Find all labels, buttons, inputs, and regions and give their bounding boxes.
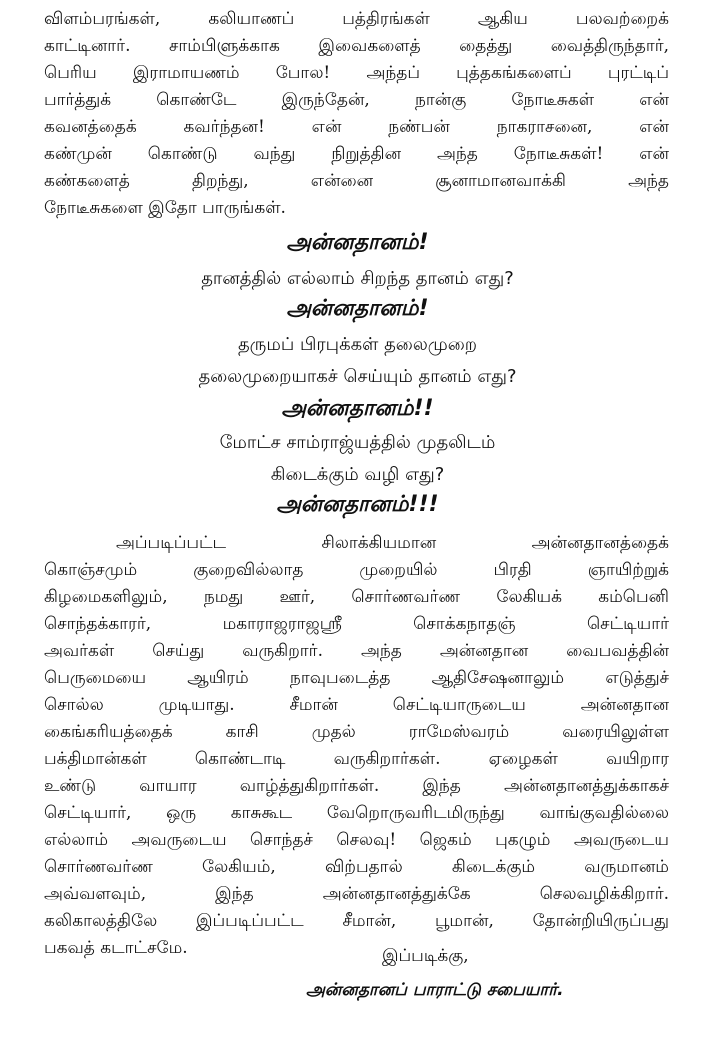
notice-verse-1: தானத்தில் எல்லாம் சிறந்த தானம் எது? <box>201 268 514 289</box>
text-line: பெரிய இராமாயணம் போல! அந்தப் புத்தகங்களைப் புரட்டிப் <box>44 63 669 83</box>
notice-heading-4: அன்னதானம்!!! <box>276 492 439 517</box>
text-line: நோடீசுகளை இதோ பாருங்கள். <box>44 198 286 218</box>
text-line: கிழமைகளிலும், நமது ஊர், சொர்ணவர்ண லேகியக் கம்பெனி <box>44 587 669 607</box>
signatory-line: அன்னதானப் பாராட்டு சபையார். <box>306 980 564 1000</box>
text-line: எல்லாம் அவருடைய சொந்தச் செலவு! ஜெகம் புகழும் அவருடைய <box>44 830 669 850</box>
text-line: கவனத்தைக் கவர்ந்தன! என் நண்பன் நாகராசனை, என் <box>44 117 669 137</box>
text-line: பார்த்துக் கொண்டே இருந்தேன், நான்கு நோடீசுகள் என் <box>44 90 669 110</box>
notice-heading-2: அன்னதானம்! <box>286 296 429 321</box>
notice-verse-3b: கிடைக்கும் வழி எது? <box>270 464 445 485</box>
text-line: சொர்ணவர்ண லேகியம், விற்பதால் கிடைக்கும் வருமானம் <box>44 857 669 877</box>
text-line: காட்டினார். சாம்பிளுக்காக இவைகளைத் தைத்து வைத்திருந்தார், <box>44 36 669 56</box>
text-line: அவ்வளவும், இந்த அன்னதானத்துக்கே செலவழிக்கிறார். <box>44 884 669 904</box>
text-line: அவர்கள் செய்து வருகிறார். அந்த அன்னதான வைபவத்தின் <box>44 641 669 661</box>
notice-verse-2b: தலைமுறையாகச் செய்யும் தானம் எது? <box>198 366 517 387</box>
text-line: கண்முன் கொண்டு வந்து நிறுத்தின அந்த நோடீசுகள்! என் <box>44 144 669 164</box>
text-line: பகவத் கடாட்சமே. <box>44 938 188 958</box>
text-line: கைங்கரியத்தைக் காசி முதல் ராமேஸ்வரம் வரையிலுள்ள <box>44 722 669 742</box>
text-line: கலிகாலத்திலே இப்படிப்பட்ட சீமான், பூமான், தோன்றியிருப்பது <box>44 911 669 931</box>
text-line: விளம்பரங்கள், கலியாணப் பத்திரங்கள் ஆகிய பலவற்றைக் <box>44 9 669 29</box>
opening-paragraph <box>44 6 669 222</box>
main-paragraph <box>44 530 669 962</box>
text-line: கண்களைத் திறந்து, என்னை சூனாமானவாக்கி அந்த <box>44 171 669 191</box>
notice-heading-1: அன்னதானம்! <box>286 230 429 255</box>
notice-verse-3a: மோட்ச சாம்ராஜ்யத்தில் முதலிடம் <box>219 432 496 453</box>
text-line: செட்டியார், ஒரு காசுகூட வேறொருவரிடமிருந்து வாங்குவதில்லை <box>44 803 669 823</box>
text-line: சொந்தக்காரர், மகாராஜராஜஸ்ரீ சொக்கநாதஞ் செட்டியார் <box>44 614 669 634</box>
text-line: உண்டு வாயார வாழ்த்துகிறார்கள். இந்த அன்னதானத்துக்காகச் <box>44 776 669 796</box>
text-line: கொஞ்சமும் குறைவில்லாத முறையில் பிரதி ஞாயிற்றுக் <box>44 560 669 580</box>
closing-line: இப்படிக்கு, <box>382 946 469 966</box>
text-line: சொல்ல முடியாது. சீமான் செட்டியாருடைய அன்னதான <box>44 695 669 715</box>
notice-verse-2a: தருமப் பிரபுக்கள் தலைமுறை <box>237 334 478 355</box>
text-line: அப்படிப்பட்ட சிலாக்கியமான அன்னதானத்தைக் <box>116 533 669 553</box>
text-line: பெருமையை ஆயிரம் நாவுபடைத்த ஆதிசேஷனாலும் எடுத்துச் <box>44 668 669 688</box>
notice-heading-3: அன்னதானம்!! <box>281 396 434 421</box>
text-line: பக்திமான்கள் கொண்டாடி வருகிறார்கள். ஏழைகள் வயிறார <box>44 749 669 769</box>
